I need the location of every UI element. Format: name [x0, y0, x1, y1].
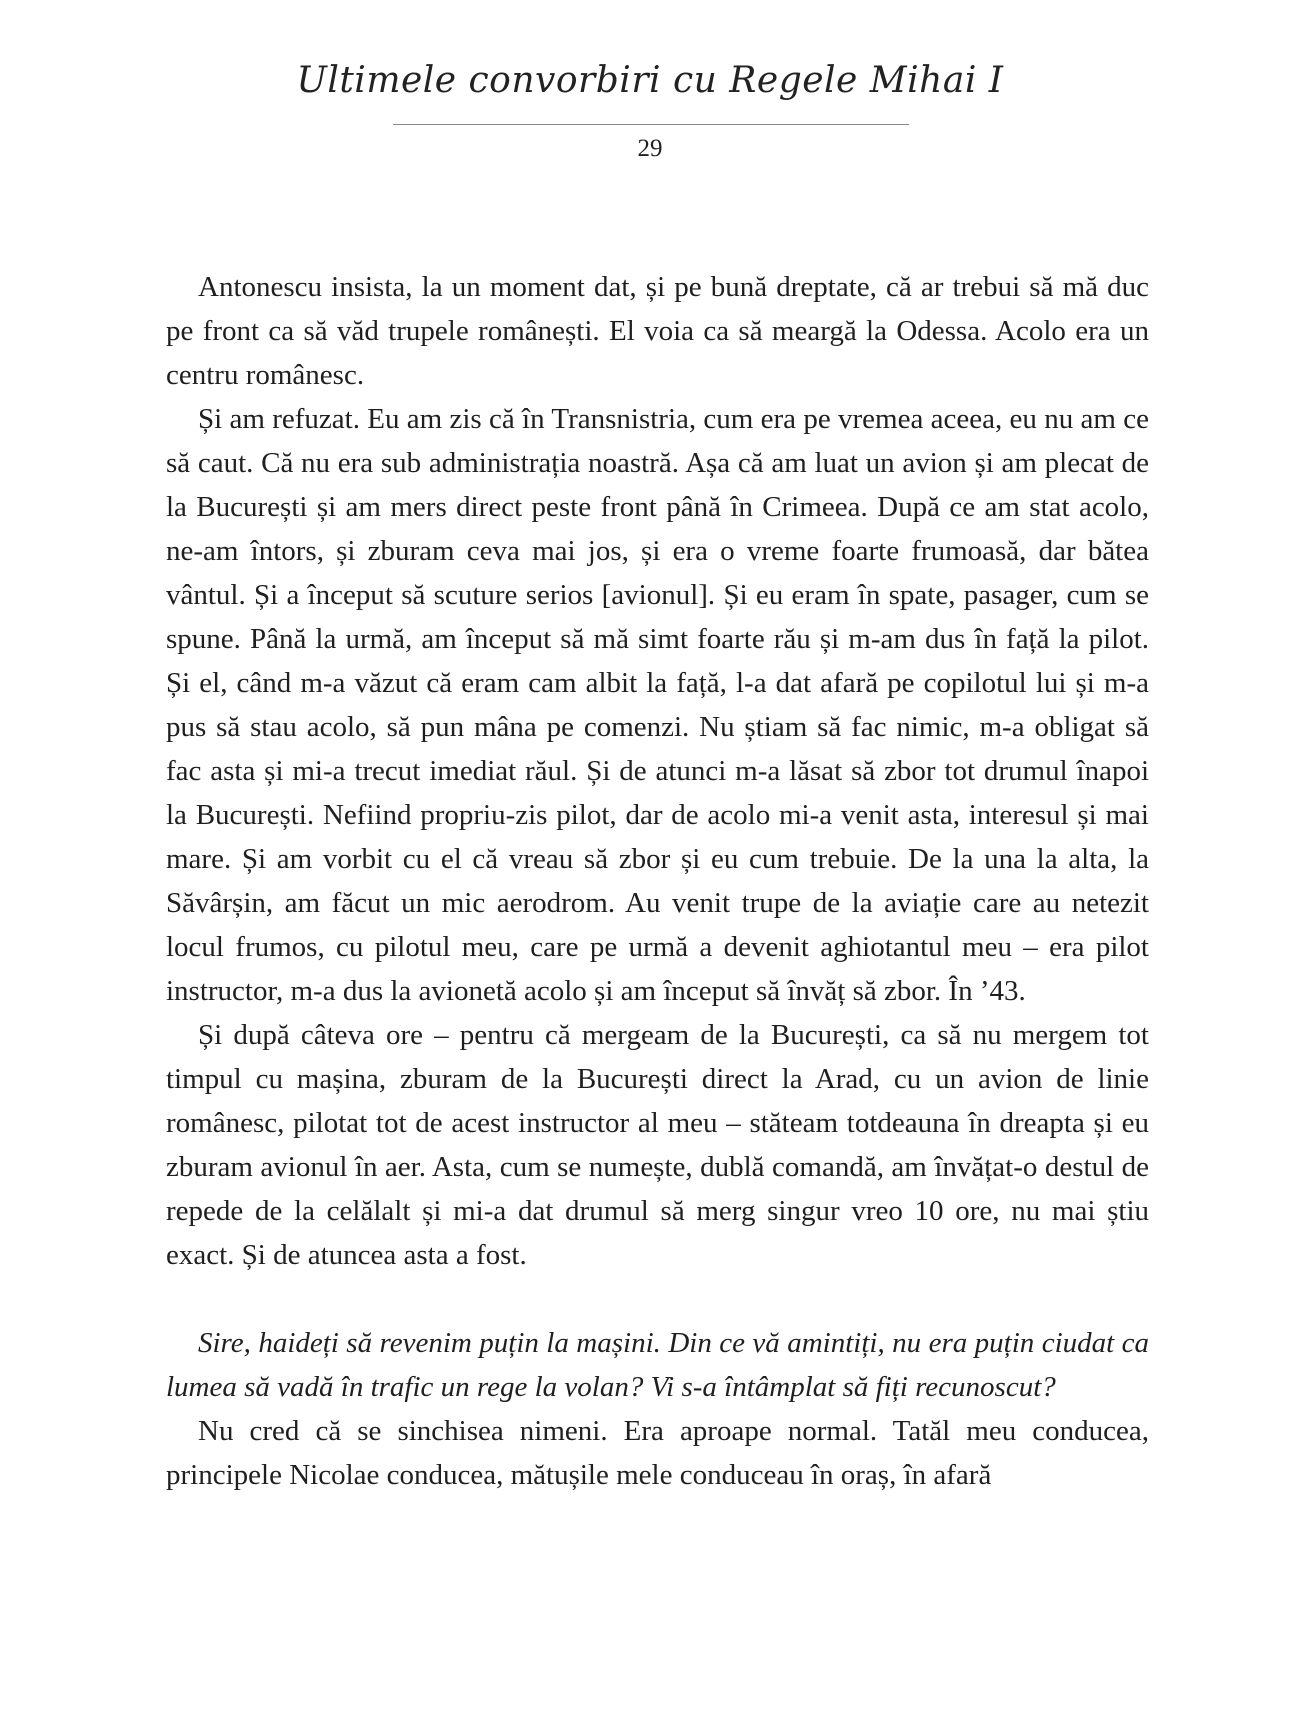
body-text — [166, 265, 1149, 1497]
interview-answer: Nu cred că se sinchisea nimeni. Era aproape normal. Tatăl meu conducea, principele Nicolae conducea, mătușile mele conduceau în oraș, în afară — [166, 1415, 1149, 1491]
paragraph: Antonescu insista, la un moment dat, și pe bună dreptate, că ar trebui să mă duc pe front ca să văd trupele românești. El voia ca să meargă la Odessa. Acolo era un centru românesc. — [166, 271, 1149, 391]
paragraph: Și după câteva ore – pentru că mergeam de la București, ca să nu mergem tot timpul cu mașina, zburam de la București direct la Arad, cu un avion de linie românesc, pilotat tot de acest instructor al meu – stăteam totdeauna în dreapta și eu zburam avionul în aer. Asta, cum se numește, dublă comandă, am învățat-o destul de repede de la celălalt și mi-a dat drumul să merg singur vreo 10 ore, nu mai știu exact. Și de atuncea asta a fost. — [166, 1019, 1149, 1271]
running-head — [0, 58, 1300, 104]
header-rule — [393, 124, 909, 125]
section-gap — [166, 1277, 1149, 1321]
book-title: Ultimele convorbiri cu Regele Mihai I — [296, 60, 1004, 101]
interview-question: Sire, haideți să revenim puțin la mașini. Din ce vă amintiți, nu era puțin ciudat ca lumea să vadă în trafic un rege la volan? Vi s-a întâmplat să fiți recunoscut? — [166, 1327, 1149, 1403]
paragraph: Și am refuzat. Eu am zis că în Transnistria, cum era pe vremea aceea, eu nu am ce să caut. Că nu era sub administrația noastră. Așa că am luat un avion și am plecat de la București și am mers direct peste front până în Crimeea. După ce am stat acolo, ne-am întors, și zburam ceva mai jos, și era o vreme foarte frumoasă, dar bătea vântul. Și a început să scuture serios [avionul]. Și eu eram în spate, pasager, cum se spune. Până la urmă, am început să mă simt foarte rău și m-am dus în față la pilot. Și el, când m-a văzut că eram cam albit la față, l-a dat afară pe copilotul lui și m-a pus să stau acolo, să pun mâna pe comenzi. Nu știam să fac nimic, m-a obligat să fac asta și mi-a trecut imediat răul. Și de atunci m-a lăsat să zbor tot drumul înapoi la București. Nefiind propriu-zis pilot, dar de acolo mi-a venit asta, interesul și mai mare. Și am vorbit cu el că vreau să zbor și eu cum trebuie. De la una la alta, la Săvârșin, am făcut un mic aerodrom. Au venit trupe de la aviație care au netezit locul frumos, cu pilotul meu, care pe urmă a devenit aghiotantul meu – era pilot instructor, m-a dus la avionetă acolo și am început să învăț să zbor. În ’43. — [166, 403, 1149, 1007]
page-number: 29 — [637, 135, 663, 162]
